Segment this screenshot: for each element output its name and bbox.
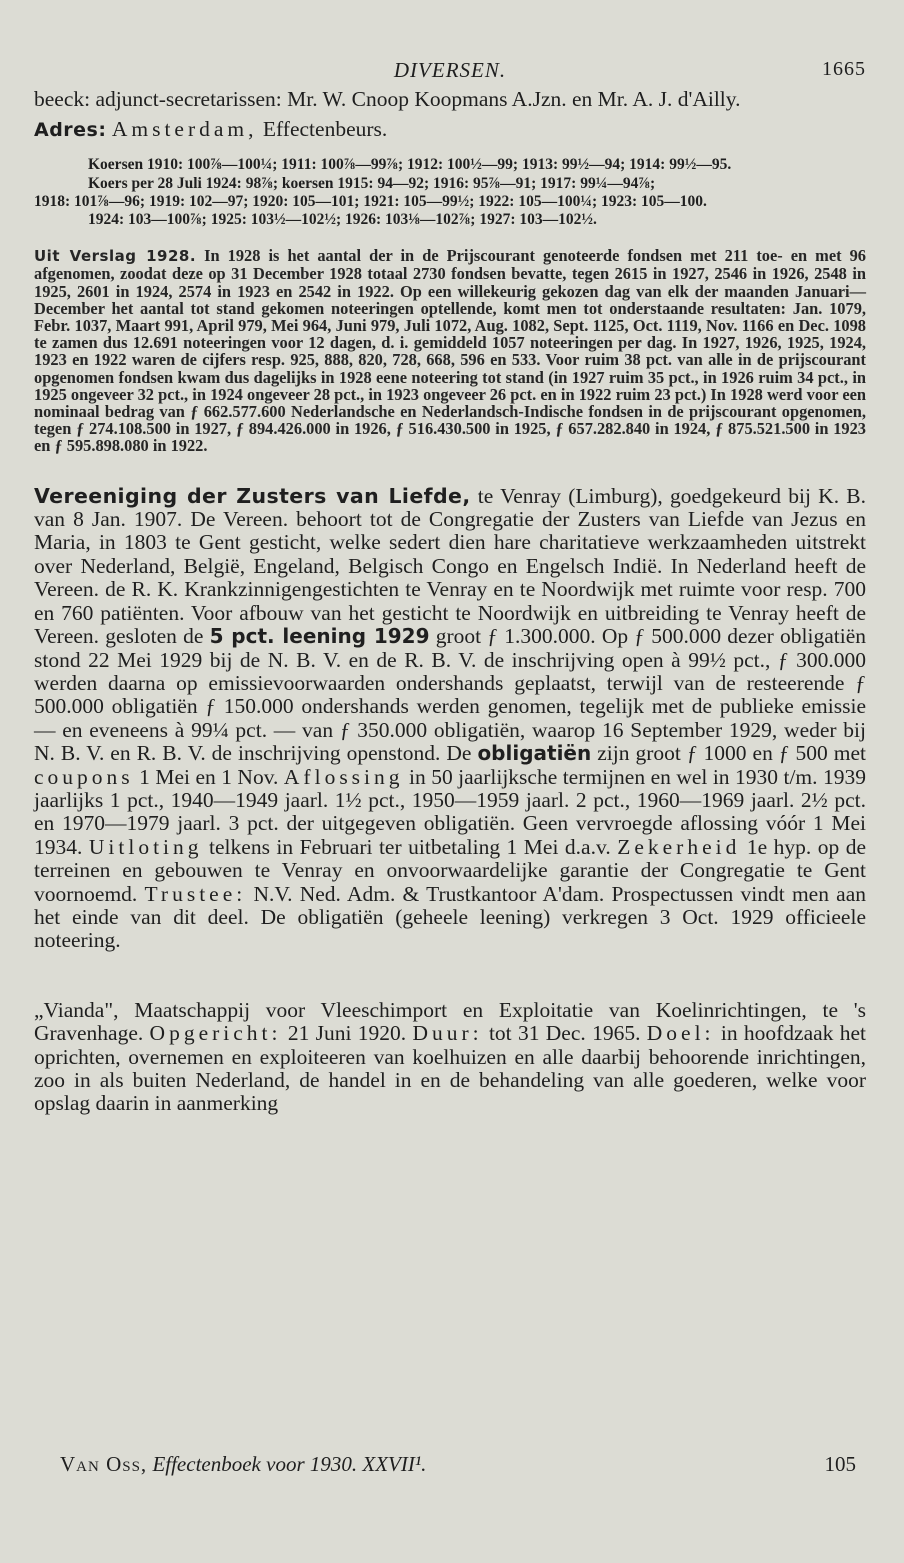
section2-duur-label: Duur:: [412, 1021, 483, 1046]
page-footer: [60, 1452, 866, 1482]
section2-text-1: te 's Gravenhage.: [34, 997, 866, 1046]
section2-lead: „Vianda", Maatschappij voor Vleeschimport en Exploitatie van Koelinrichtingen,: [34, 997, 807, 1022]
quotes-line-4: 1924: 103—100⅞; 1925: 103½—102½; 1926: 103⅛—102⅞; 1927: 103—102½.: [88, 211, 597, 229]
section1-aflossing-label: Aflossing: [283, 764, 404, 789]
section-vianda: [34, 999, 866, 1116]
section2-text-2: 21 Juni 1920.: [287, 1021, 407, 1046]
section1-text-6: telkens in Februari ter uitbetaling 1 Mei d.a.v.: [209, 834, 611, 859]
section2-text-3: tot 31 Dec. 1965.: [488, 1021, 641, 1046]
intro-paragraph: [34, 88, 866, 111]
section1-text-4: 1 Mei en 1 Nov.: [139, 764, 279, 789]
section2-doel-label: Doel:: [646, 1021, 715, 1046]
adres-city: Amsterdam,: [111, 117, 258, 142]
section2-text-4: in hoofdzaak het oprichten, overnemen en exploiteeren van koelhuizen en alle daarbij behoorende inrichtingen, zoo in als buiten Nederland, de handel in en de behandeling van alle goederen, welke voor opslag daarin in aanmerking: [34, 1021, 867, 1116]
quotes-line-3: 1918: 101⅞—96; 1919: 102—97; 1920: 105—101; 1921: 105—99½; 1922: 105—100¼; 1923: 105—100.: [34, 192, 707, 210]
section1-text-7: 1e hyp. op de terreinen en gebouwen te Venray en onvoorwaardelijke garantie der Congregatie te Gent voornoemd.: [34, 834, 867, 906]
section1-text-2: groot ƒ 1.300.000. Op ƒ 500.000 dezer obligatiën stond 22 Mei 1929 bij de N. B. V. en de R. B. V. de inschrijving open à 99½ pct., ƒ 300.000 werden daarna op emissievoorwaarden ondershands geplaatst, terwijl van de resteerende ƒ 500.000 obligatiën ƒ 150.000 ondershands werden genomen, tegelijk met de publieke emissie — en eveneens à 99¼ pct. — van ƒ 350.000 obligatiën, waarop 16 September 1929, weder bij N. B. V. en R. B. V. de inschrijving openstond. De: [34, 624, 867, 766]
adres-place: Effectenbeurs.: [262, 117, 388, 142]
section1-uitloting-label: Uitloting: [88, 834, 203, 859]
annual-report: [34, 247, 866, 454]
section1-loan-label: 5 pct. leening 1929: [209, 624, 430, 649]
adres-line: [34, 117, 866, 142]
section1-text-8: N.V. Ned. Adm. & Trustkantoor A'dam. Prospectussen vindt men aan het einde van dit deel. De obligatiën (geheele leening) verkregen 3 Oct. 1929 officieele noteering.: [34, 881, 867, 953]
intro-text: beeck: adjunct-secretarissen: Mr. W. Cnoop Koopmans A.Jzn. en Mr. A. J. d'Ailly.: [34, 87, 741, 111]
section2-opgericht-label: Opgericht:: [149, 1021, 282, 1046]
report-label: Uit Verslag 1928.: [34, 247, 197, 266]
running-head-page-number: 1665: [822, 58, 866, 80]
quotes-line-2: Koers per 28 Juli 1924: 98⅞; koersen 1915: 94—92; 1916: 95⅞—91; 1917: 99¼—94⅞;: [88, 174, 656, 192]
report-text: In 1928 is het aantal der in de Prijscourant genoteerde fondsen met 211 toe- en met 96 afgenomen, zoodat deze op 31 December 1928 totaal 2730 fondsen bevatte, tegen 2615 in 1927, 2546 in 1926, 2548 in 1925, 2601 in 1924, 2574 in 1923 en 2542 in 1922. Op een willekeurig gekozen dag van elk der maanden Januari—December het aantal tot stand gekomen noteeringen optellende, komt men tot onderstaande resultaten: Jan. 1079, Febr. 1037, Maart 991, April 979, Mei 964, Juni 979, Juli 1072, Aug. 1082, Sept. 1125, Oct. 1119, Nov. 1166 en Dec. 1098 te zamen dus 12.691 noteeringen voor 12 dagen, d. i. gemiddeld 1057 noteeringen per dag. In 1927, 1926, 1925, 1924, 1923 en 1922 waren de cijfers resp. 925, 888, 820, 728, 668, 596 en 533. Voor ruim 38 pct. van alle in de prijscourant opgenomen fondsen kwam dus dagelijks in 1928 eene noteering tot stand (in 1927 ruim 35 pct., in 1926 ruim 34 pct., in 1925 ongeveer 32 pct., in 1924 ongeveer 28 pct., in 1923 ongeveer 26 pct. en in 1922 ruim 23 pct.) In 1928 werd voor een nominaal bedrag van ƒ 662.577.600 Nederlandsche en Nederlandsch-Indische fondsen in de prijscourant opgenomen, tegen ƒ 274.108.500 in 1927, ƒ 894.426.000 in 1926, ƒ 516.430.500 in 1925, ƒ 657.282.840 in 1924, ƒ 875.521.500 in 1923 en ƒ 595.898.080 in 1922.: [34, 246, 866, 456]
footer-source: [60, 1452, 426, 1477]
section-zusters-van-liefde: [34, 485, 866, 953]
section1-coupons-label: coupons: [34, 764, 134, 789]
section1-text-5: in 50 jaarlijksche termijnen en wel in 1930 t/m. 1939 jaarlijks 1 pct., 1940—1949 jaarl. 1½ pct., 1950—1959 jaarl. 2 pct., 1960—1969 jaarl. 2½ pct. en 1970—1979 jaarl. 3 pct. der uitgegeven obligatiën. Geen vervroegde aflossing vóór 1 Mei 1934.: [34, 764, 866, 859]
running-head-title: DIVERSEN.: [393, 58, 507, 82]
running-head: [34, 58, 866, 88]
section1-text-3: zijn groot ƒ 1000 en ƒ 500 met: [597, 741, 866, 766]
section1-trustee-label: Trustee:: [144, 881, 247, 906]
price-quotes: [34, 156, 866, 229]
footer-title: Effectenboek voor 1930. XXVII¹.: [152, 1452, 427, 1476]
section1-lead: Vereeniging der Zusters van Liefde,: [34, 483, 471, 508]
footer-publisher: Van Oss,: [60, 1452, 148, 1476]
quotes-line-1: Koersen 1910: 100⅞—100¼; 1911: 100⅞—99⅞; 1912: 100½—99; 1913: 99½—94; 1914: 99½—95.: [88, 156, 732, 174]
footer-page-number: 105: [824, 1452, 856, 1476]
section1-zekerheid-label: Zekerheid: [617, 834, 741, 859]
section1-text-1: te Venray (Limburg), goedgekeurd bij K. B. van 8 Jan. 1907. De Vereen. behoort tot de Congregatie der Zusters van Liefde van Jezus en Maria, in 1803 te Gent gesticht, welke sedert dien hare charitatieve werkzaamheden uitstrekt over Nederland, België, Engeland, Belgisch Congo en Engelsch Indië. In Nederland heeft de Vereen. de R. K. Krankzinnigengestichten te Venray en te Noordwijk met ruimte voor resp. 700 en 760 patiënten. Voor afbouw van het gesticht te Noordwijk en uitbreiding te Venray heeft de Vereen. gesloten de: [34, 483, 867, 649]
section1-obligations-label: obligatiën: [477, 741, 592, 766]
adres-label: Adres:: [34, 119, 107, 142]
